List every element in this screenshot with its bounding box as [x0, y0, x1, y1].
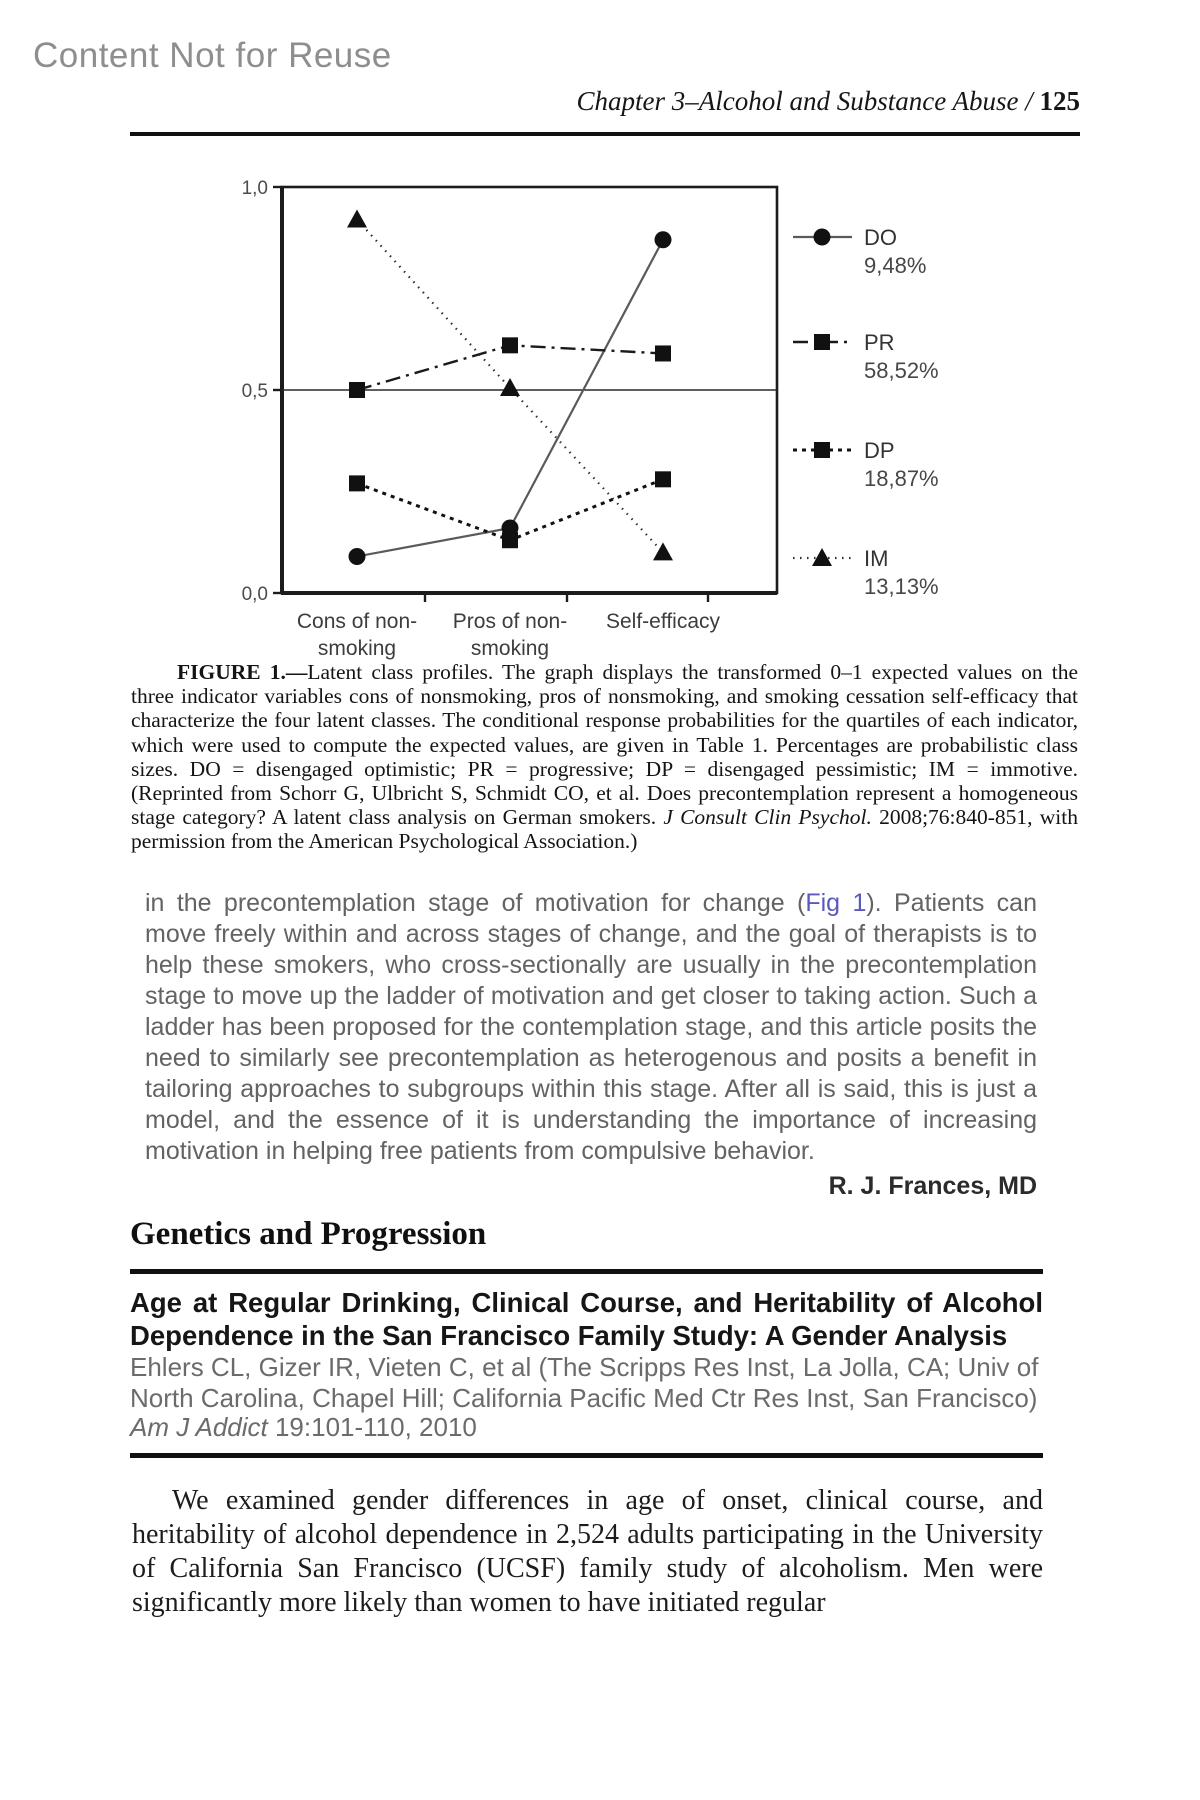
series-DO	[349, 231, 672, 565]
commentary-block	[145, 888, 1037, 1202]
section-rule-top	[130, 1269, 1043, 1274]
circle-marker	[349, 548, 366, 565]
figure-caption-label: FIGURE 1.—	[177, 660, 308, 684]
section-rule-bottom	[130, 1453, 1043, 1458]
legend-label: IM	[864, 546, 889, 571]
article-title: Age at Regular Drinking, Clinical Course, and Heritability of Alcohol Dependence in the San Francisco Family Study: A Gender Analysis	[130, 1287, 1043, 1351]
legend-item-IM	[793, 546, 939, 599]
y-tick-label: 1,0	[241, 178, 268, 199]
series-DP	[349, 471, 671, 548]
article-journal-name: Am J Addict	[130, 1412, 268, 1442]
legend-label: DO	[864, 225, 897, 250]
latent-class-profiles-chart	[230, 150, 1090, 670]
x-category-label: smoking	[317, 637, 397, 660]
square-marker	[814, 334, 830, 350]
y-tick-label: 0,5	[241, 381, 268, 402]
legend-percentage: 13,13%	[864, 574, 939, 599]
legend-percentage: 58,52%	[864, 358, 939, 383]
figure-caption-text-end: 2008;76:840-851, with permission from the American Psychological Association.)	[131, 805, 1078, 854]
author-signature: R. J. Frances, MD	[828, 1172, 1037, 1200]
abstract-paragraph: We examined gender differences in age of onset, clinical course, and heritability of alcohol dependence in 2,524 adults participating in the University of California San Francisco (UCSF) family study of alcoholism. Men were significantly more likely than women to have initiated regular	[132, 1485, 1043, 1618]
header-rule	[130, 132, 1080, 136]
square-marker	[502, 532, 518, 548]
legend-label: PR	[864, 330, 895, 355]
x-category-label: smoking	[470, 637, 550, 660]
legend-percentage: 9,48%	[864, 253, 927, 278]
legend-item-DO	[793, 225, 926, 278]
square-marker	[502, 337, 518, 353]
commentary-text-before-fig: in the precontemplation stage of motivation for change (	[145, 889, 806, 917]
commentary-paragraph	[145, 888, 1037, 1167]
legend-item-DP	[793, 438, 939, 491]
article-journal-citation: 19:101-110, 2010	[267, 1412, 477, 1442]
square-marker	[349, 475, 365, 491]
chapter-header	[577, 86, 1080, 117]
circle-marker	[814, 229, 831, 246]
square-marker	[655, 345, 671, 361]
x-category-label: Pros of non-	[452, 610, 568, 633]
page-number: 125	[1039, 86, 1080, 116]
legend-label: DP	[864, 438, 895, 463]
chapter-title: Chapter 3–Alcohol and Substance Abuse	[576, 86, 1019, 116]
square-marker	[814, 442, 830, 458]
figure-caption-text: Latent class profiles. The graph displays the transformed 0–1 expected values on the three indicator variables cons of nonsmoking, pros of nonsmoking, and smoking cessation self-efficacy that characterize the four latent classes. The conditional response probabilities for the quartiles of each indicator, which were used to compute the expected values, are given in Table 1. Percentages are probabilistic class sizes. DO = disengaged optimistic; PR = progressive; DP = disengaged pessimistic; IM = immotive. (Reprinted from Schorr G, Ulbricht S, Schmidt CO, et al. Does precontemplation represent a homogeneous stage category? A latent class analysis on German smokers.	[131, 660, 1078, 830]
square-marker	[349, 382, 365, 398]
triangle-marker	[347, 209, 367, 227]
article-authors: Ehlers CL, Gizer IR, Vieten C, et al (The Scripps Res Inst, La Jolla, CA; Univ of North Carolina, Chapel Hill; California Pacific Med Ctr Res Inst, San Francisco)	[130, 1352, 1039, 1413]
legend-percentage: 18,87%	[864, 466, 939, 491]
square-marker	[655, 471, 671, 487]
series-line-DO	[357, 240, 663, 557]
legend	[793, 225, 939, 599]
article-journal	[130, 1412, 477, 1443]
x-category-label: Cons of non-	[296, 610, 418, 633]
section-heading: Genetics and Progression	[130, 1216, 487, 1252]
legend-item-PR	[793, 330, 939, 383]
series-IM	[347, 209, 673, 560]
chapter-separator: /	[1018, 86, 1040, 116]
circle-marker	[655, 231, 672, 248]
watermark: Content Not for Reuse	[33, 36, 392, 75]
figure-caption-journal: J Consult Clin Psychol.	[663, 805, 872, 830]
fig-1-link[interactable]: Fig 1	[805, 889, 867, 917]
figure-caption	[131, 660, 1078, 854]
x-category-label: Self-efficacy	[606, 610, 720, 633]
y-tick-label: 0,0	[241, 584, 268, 605]
commentary-text-after-fig: ). Patients can move freely within and across stages of change, and the goal of therapists is to help these smokers, who cross-sectionally are usually in the precontemplation stage to move up the ladder of motivation and get closer to taking action. Such a ladder has been proposed for the contemplation stage, and this article posits the need to similarly see precontemplation as heterogenous and posits a benefit in tailoring approaches to subgroups within this stage. After all is said, this is just a model, and the essence of it is understanding the importance of increasing motivation in helping free patients from compulsive behavior.	[145, 889, 1037, 1165]
